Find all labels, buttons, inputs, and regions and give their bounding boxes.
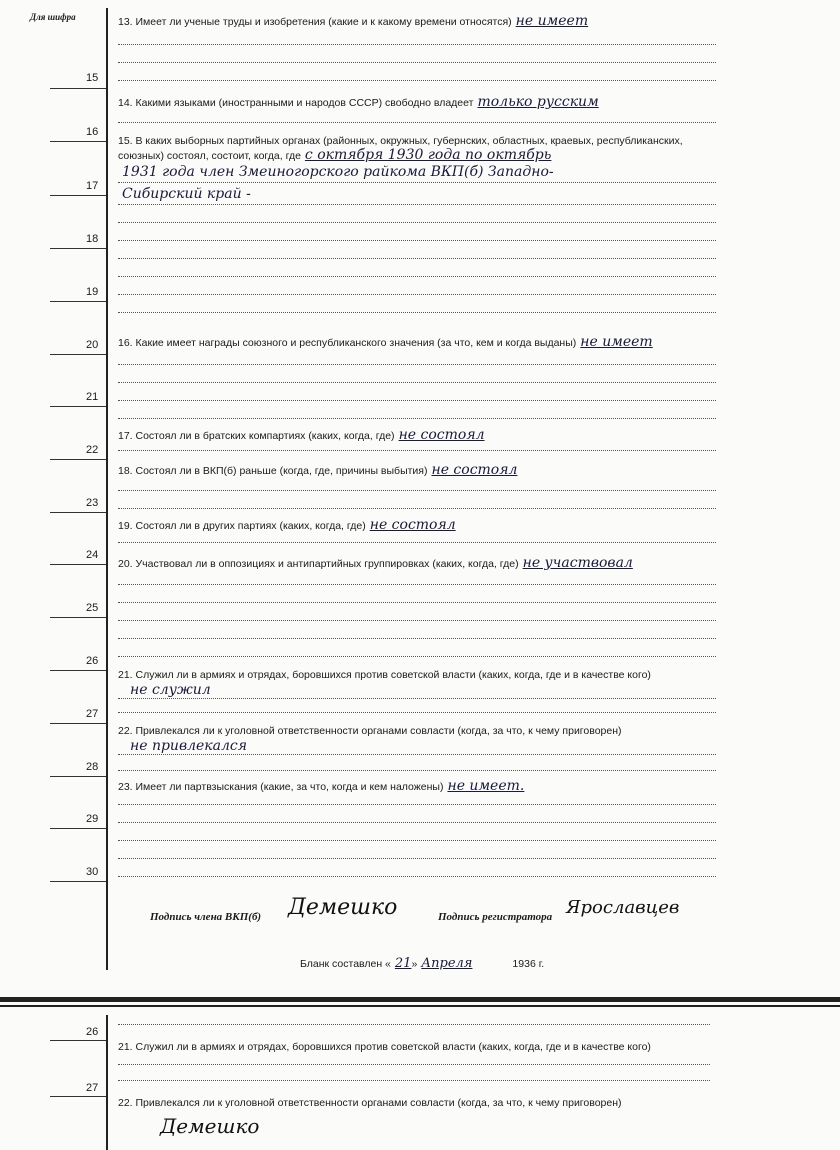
sheet-divider — [0, 997, 840, 1002]
margin-number: 26 — [86, 1026, 99, 1038]
answer-17: не состоял — [398, 427, 485, 443]
bottom-question-22: 22. Привлекался ли к уголовной ответственности органами совласти (когда, за что, к чему приговорен) — [118, 1097, 622, 1109]
margin-tick — [50, 88, 106, 89]
question-16 — [118, 335, 698, 350]
question-17 — [118, 428, 698, 443]
answer-22: не привлекался — [130, 738, 248, 754]
answer-19: не состоял — [369, 517, 456, 533]
answer-line — [118, 364, 716, 365]
margin-number: 17 — [86, 180, 99, 192]
margin-tick — [50, 301, 106, 302]
answer-line — [118, 1024, 710, 1025]
margin-tick — [50, 354, 106, 355]
question-17-text: 17. Состоял ли в братских компартиях (каких, когда, где) — [118, 430, 395, 442]
answer-13: не имеет — [515, 13, 589, 29]
answer-line — [118, 656, 716, 657]
answer-line — [118, 620, 716, 621]
answer-line — [118, 712, 716, 713]
margin-number: 29 — [86, 813, 99, 825]
margin-tick — [50, 248, 106, 249]
question-15 — [118, 134, 708, 163]
answer-20: не участвовал — [522, 555, 633, 571]
registrar-signature: Ярославцев — [566, 897, 680, 918]
margin-tick — [50, 776, 106, 777]
question-19 — [118, 518, 698, 533]
margin-tick — [50, 617, 106, 618]
margin-tick — [50, 512, 106, 513]
question-23-text: 23. Имеет ли партвзыскания (какие, за что, когда и кем наложены) — [118, 781, 444, 793]
answer-line — [118, 450, 716, 451]
margin-number: 21 — [86, 391, 99, 403]
answer-14: только русским — [477, 94, 599, 110]
margin-tick — [50, 195, 106, 196]
answer-line — [118, 602, 716, 603]
blank-month: Апреля — [421, 956, 473, 971]
margin-number: 26 — [86, 655, 99, 667]
margin-number: 16 — [86, 126, 99, 138]
answer-15-line3: Сибирский край - — [122, 186, 251, 202]
margin-number: 24 — [86, 549, 99, 561]
question-22-text: 22. Привлекался ли к уголовной ответственности органами совласти (когда, за что, к чему приговорен) — [118, 725, 622, 737]
question-21-text: 21. Служил ли в армиях и отрядах, боровшихся против советской власти (каких, когда, где и в качестве кого) — [118, 669, 651, 681]
member-signature-label: Подпись члена ВКП(б) — [150, 911, 262, 923]
blank-year: 1936 г. — [512, 958, 545, 970]
margin-tick — [50, 1040, 106, 1041]
question-16-text: 16. Какие имеет награды союзного и республиканского значения (за что, кем и когда выданы) — [118, 337, 577, 349]
margin-rule-bottom — [106, 1015, 108, 1150]
margin-tick — [50, 459, 106, 460]
margin-number: 15 — [86, 72, 99, 84]
answer-line — [118, 1080, 710, 1081]
answer-21: не служил — [130, 682, 211, 698]
margin-number: 25 — [86, 602, 99, 614]
member-signature: Демешко — [288, 895, 398, 920]
margin-tick — [50, 881, 106, 882]
answer-15-line1: с октября 1930 года по октябрь — [304, 147, 552, 163]
margin-number: 27 — [86, 708, 99, 720]
margin-number: 30 — [86, 866, 99, 878]
answer-line — [118, 858, 716, 859]
question-13 — [118, 14, 698, 29]
answer-line — [118, 770, 716, 771]
bottom-signature: Демешко — [160, 1114, 260, 1138]
answer-line — [118, 382, 716, 383]
question-21 — [118, 668, 698, 682]
question-20 — [118, 556, 698, 571]
answer-line — [118, 418, 716, 419]
answer-line — [118, 258, 716, 259]
answer-line — [118, 276, 716, 277]
margin-tick — [50, 828, 106, 829]
registrar-signature-label: Подпись регистратора — [438, 911, 553, 923]
answer-line — [118, 840, 716, 841]
question-14 — [118, 95, 698, 110]
answer-15-line2: 1931 года член Змеиногорского райкома ВКП(б) Западно- — [122, 164, 554, 180]
margin-tick — [50, 564, 106, 565]
question-22 — [118, 724, 698, 738]
margin-tick — [50, 1096, 106, 1097]
blank-date — [300, 956, 544, 971]
answer-23: не имеет. — [447, 778, 525, 794]
answer-line — [118, 584, 716, 585]
margin-number: 27 — [86, 1082, 99, 1094]
question-18-text: 18. Состоял ли в ВКП(б) раньше (когда, где, причины выбытия) — [118, 465, 428, 477]
cipher-label: Для шифра — [30, 12, 76, 22]
answer-line — [118, 312, 716, 313]
answer-line — [118, 754, 716, 755]
answer-line — [118, 822, 716, 823]
answer-line — [118, 182, 716, 183]
question-18 — [118, 463, 698, 478]
margin-number: 20 — [86, 339, 99, 351]
answer-line — [118, 804, 716, 805]
question-23 — [118, 779, 698, 794]
answer-line — [118, 638, 716, 639]
margin-tick — [50, 723, 106, 724]
margin-number: 23 — [86, 497, 99, 509]
margin-number: 19 — [86, 286, 99, 298]
bottom-question-21: 21. Служил ли в армиях и отрядах, боровшихся против советской власти (каких, когда, где и в качестве кого) — [118, 1041, 651, 1053]
question-15-text: 15. В каких выборных партийных органах (районных, окружных, губернских, областных, краевых, республиканских, союзных) состоял, состоит, когда, где — [118, 135, 683, 162]
margin-tick — [50, 141, 106, 142]
answer-line — [118, 542, 716, 543]
answer-line — [118, 508, 716, 509]
answer-line — [118, 44, 716, 45]
margin-rule — [106, 8, 108, 970]
question-20-text: 20. Участвовал ли в оппозициях и антипартийных группировках (каких, когда, где) — [118, 558, 519, 570]
blank-day: 21 — [394, 956, 412, 971]
margin-tick — [50, 670, 106, 671]
question-19-text: 19. Состоял ли в других партиях (каких, когда, где) — [118, 520, 366, 532]
margin-tick — [50, 406, 106, 407]
margin-number: 18 — [86, 233, 99, 245]
answer-line — [118, 80, 716, 81]
answer-16: не имеет — [580, 334, 653, 350]
sheet-divider-thin — [0, 1005, 840, 1007]
margin-number: 22 — [86, 444, 99, 456]
blank-mid: » — [411, 958, 418, 970]
answer-line — [118, 222, 716, 223]
blank-prefix: Бланк составлен « — [300, 958, 391, 970]
question-13-text: 13. Имеет ли ученые труды и изобретения (какие и к какому времени относятся) — [118, 16, 512, 28]
answer-line — [118, 698, 716, 699]
margin-number: 28 — [86, 761, 99, 773]
answer-line — [118, 204, 716, 205]
answer-line — [118, 240, 716, 241]
answer-line — [118, 62, 716, 63]
answer-line — [118, 294, 716, 295]
question-14-text: 14. Какими языками (иностранными и народов СССР) свободно владеет — [118, 97, 474, 109]
answer-line — [118, 400, 716, 401]
answer-line — [118, 122, 716, 123]
answer-18: не состоял — [431, 462, 518, 478]
answer-line — [118, 1064, 710, 1065]
answer-line — [118, 490, 716, 491]
answer-line — [118, 876, 716, 877]
